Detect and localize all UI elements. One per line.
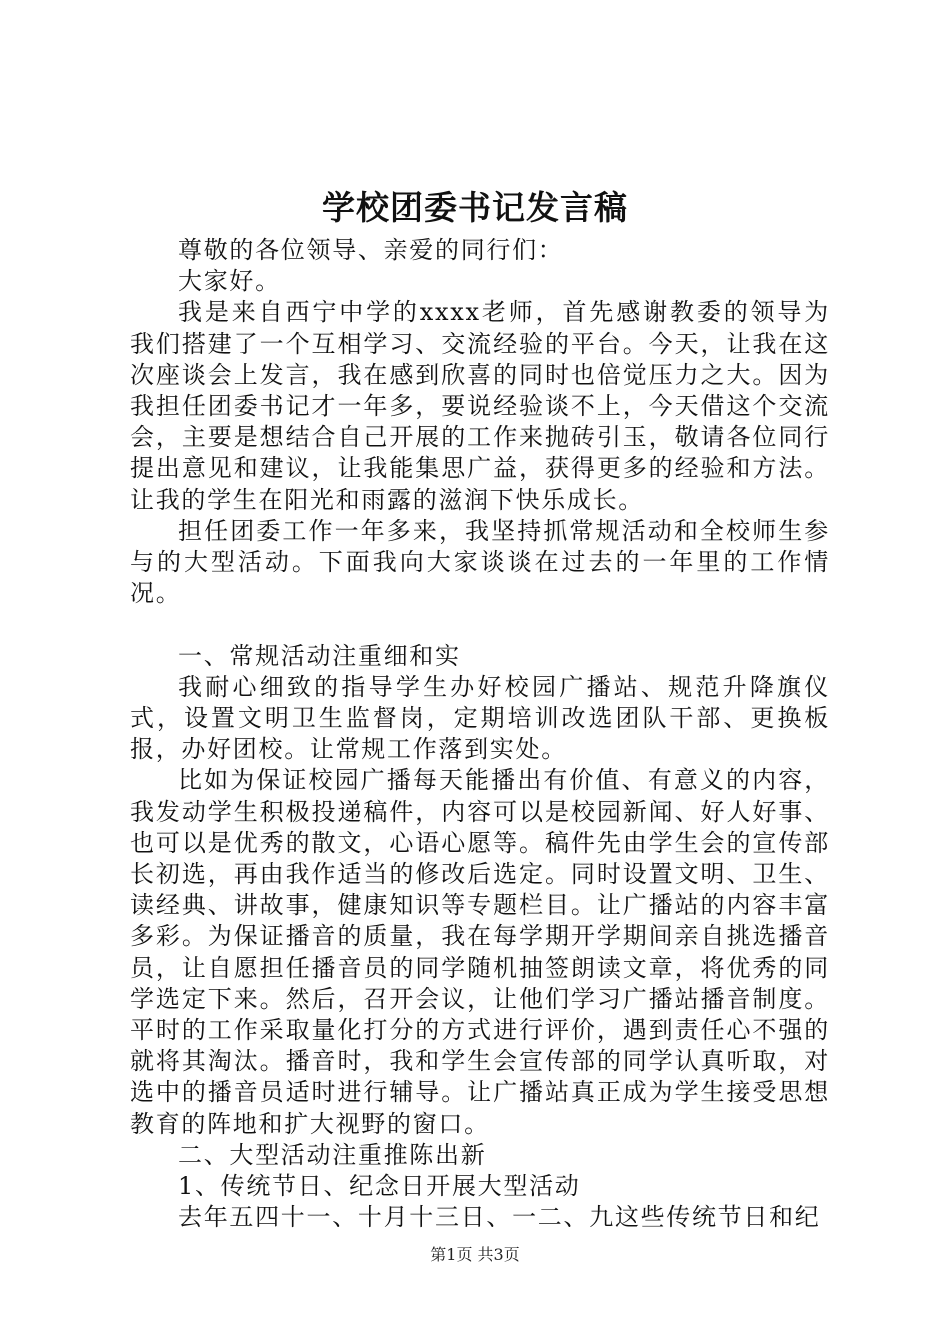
paragraph-broadcast: 比如为保证校园广播每天能播出有价值、有意义的内容，我发动学生积极投递稿件，内容可以是校园新闻、好人好事、也可以是优秀的散文，心语心愿等。稿件先由学生会的宣传部长初选，再由我作适当的修改后选定。同时设置文明、卫生、读经典、讲故事，健康知识等专题栏目。让广播站的内容丰富多彩。为保证播音的质量，我在每学期开学期间亲自挑选播音员，让自愿担任播音员的同学随机抽签朗读文章，将优秀的同学选定下来。然后，召开会议，让他们学习广播站播音制度。平时的工作采取量化打分的方式进行评价，遇到责任心不强的就将其淘汰。播音时，我和学生会宣传部的同学认真听取，对选中的播音员适时进行辅导。让广播站真正成为学生接受思想教育的阵地和扩大视野的窗口。	[130, 766, 830, 1138]
salutation: 尊敬的各位领导、亲爱的同行们：	[178, 236, 564, 264]
subsection-heading-1: 1、传统节日、纪念日开展大型活动	[178, 1172, 581, 1201]
section-heading-1: 一、常规活动注重细和实	[178, 641, 461, 670]
document-body	[130, 235, 830, 1233]
page-number: 第1页 共3页	[430, 1245, 520, 1264]
paragraph-overview: 担任团委工作一年多来，我坚持抓常规活动和全校师生参与的大型活动。下面我向大家谈谈在过去的一年里的工作情况。	[130, 516, 830, 608]
document-title: 学校团委书记发言稿	[322, 188, 628, 227]
paragraph-festivals: 去年五四十一、十月十三日、一二、九这些传统节日和纪	[178, 1203, 821, 1232]
paragraph-intro: 我是来自西宁中学的xxxx老师，首先感谢教委的领导为我们搭建了一个互相学习、交流经验的平台。今天，让我在这次座谈会上发言，我在感到欣喜的同时也倍觉压力之大。因为我担任团委书记才一年多，要说经验谈不上，今天借这个交流会，主要是想结合自己开展的工作来抛砖引玉，敬请各位同行提出意见和建议，让我能集思广益，获得更多的经验和方法。让我的学生在阳光和雨露的滋润下快乐成长。	[130, 298, 830, 514]
greeting: 大家好。	[178, 267, 281, 296]
paragraph-routine: 我耐心细致的指导学生办好校园广播站、规范升降旗仪式，设置文明卫生监督岗，定期培训改选团队干部、更换板报，办好团校。让常规工作落到实处。	[130, 672, 830, 764]
blank-line	[130, 609, 830, 640]
section-heading-2: 二、大型活动注重推陈出新	[178, 1140, 487, 1169]
